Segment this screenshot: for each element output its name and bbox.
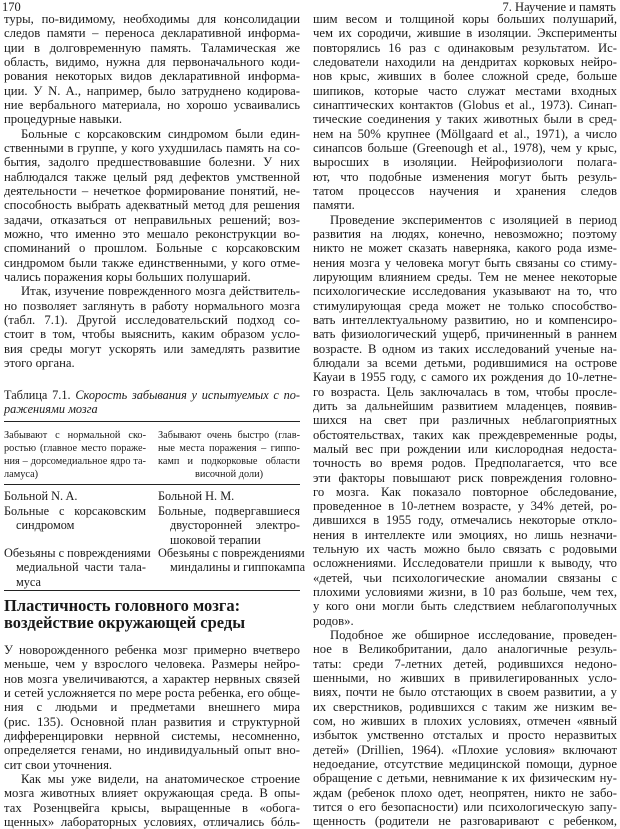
text-line: точность во время родов. Предполагается, что все <box>313 456 617 471</box>
text-line: этого органа. <box>4 355 75 370</box>
text-line: го мозга. Как показало повторное обследование, <box>313 484 617 499</box>
text-line: Больные с корсаковским синдромом были един- <box>21 126 300 141</box>
text-line: плохими условиями жизни, в 10 раз больше, чем тех, <box>313 585 617 600</box>
right-column-text <box>313 12 617 829</box>
text-line: никто не может сказать наверняка, какого рода изме- <box>313 241 617 256</box>
text-line: рования некоторых видов декларативной информа- <box>4 69 300 84</box>
text-line: Кауаи в 1955 году, с самого их рождения до 10-летне- <box>313 370 617 385</box>
table-cell-line: Больные с корсаковским <box>4 504 146 518</box>
table-cell-line: муса <box>16 574 41 589</box>
text-line: ции. У N. A., например, было затруднено кодирова- <box>4 83 300 98</box>
table-cell-line: двусторонней электро- <box>170 518 300 533</box>
table-top-rule <box>4 421 300 422</box>
text-line: область, видимо, нужна для первоначального коди- <box>4 54 300 69</box>
text-line: лирующим влиянием среды. Тем не менее некоторые <box>313 269 617 284</box>
table-header-cell <box>158 429 300 481</box>
text-line: ние вербального материала, но хорошо усваивались <box>4 97 300 112</box>
text-line: го возраста. Цель заключалась в том, чтобы просле- <box>313 384 617 399</box>
text-line: ственными в группе, у кого ухудшилась память на со- <box>4 140 300 155</box>
text-line: дившихся в 1955 году, отмечались некоторые откло- <box>313 513 617 528</box>
text-line: шихся на свет при различных неблагоприятных <box>313 413 617 428</box>
text-line: ют, что подобные изменения могут быть резуль- <box>313 169 617 184</box>
text-line: вия среды могут ускорять или замедлять развитие <box>4 341 300 356</box>
text-line: проведенное в 10-летнем возрасте, у 34% детей, ро- <box>313 499 617 514</box>
text-line: споминаний о прошлом. Больные с корсаковским <box>4 241 300 256</box>
table-cell <box>158 489 300 503</box>
table-title-line: Скорость забывания у испытуемых с по- <box>75 388 301 402</box>
table-header-line: ламуса) <box>4 469 39 480</box>
text-line: способность выбрать адекватный метод для решения <box>4 198 300 213</box>
text-line: сом, но живших в плохих условиях, отмечен «явный <box>313 714 617 729</box>
text-line: избыток умственно отсталых и просто неразвитых <box>313 728 617 743</box>
text-line: У новорожденного ребенка мозг примерно вчетверо <box>4 643 300 657</box>
table-cell-line: Больные, подвергавшиеся <box>158 504 300 518</box>
section-heading-line: Пластичность головного мозга: <box>4 596 241 615</box>
text-line: нем на 50% крупнее (Möllgaard et al., 1971), а число <box>313 126 617 141</box>
text-line: шим весом и толщиной коры больших полушарий, <box>313 12 617 26</box>
text-line: шипиков, которые часто служат местами входных <box>313 83 617 98</box>
table-cell <box>4 489 146 503</box>
text-line: обращение с детьми, невнимание к их физическим ну- <box>313 771 617 786</box>
section-heading <box>4 597 300 631</box>
text-line: малый вес при рождении или кислородная недоста- <box>313 441 617 456</box>
table-header-line: Забывают с нормальной ско- <box>4 430 146 441</box>
text-line: «детей, чьи психологические аномалии связаны с <box>313 570 617 585</box>
text-line: процедурные навыки. <box>4 112 123 127</box>
text-line: щенность (родители не разговаривают с ребенком, <box>313 814 617 829</box>
text-line: следователи находили на дендритах корковых нейро- <box>313 54 617 69</box>
running-title: 7. Научение и память <box>502 0 616 14</box>
table-cell-line: Больной Н. М. <box>158 489 235 503</box>
text-line: виях, почти не было отстающих в своем развитии, а у <box>313 685 617 700</box>
text-line: блюдали за всеми детьми, родившимися на острове <box>313 355 617 370</box>
table-header-line: ния – дорсомедиальное ядро та- <box>4 456 146 467</box>
table-cell <box>4 504 146 533</box>
text-line: осложнениями. Исследователи пришли к выводу, что <box>313 556 617 571</box>
text-line: таты: среди 7-летних детей, родившихся недоно- <box>313 656 617 671</box>
table-header-line: височной доли) <box>194 469 264 480</box>
text-line: деятельности – нечеткое формирование понятий, не- <box>4 183 300 198</box>
text-line: вать интеллектуальному развитию, но и компенсиро- <box>313 312 617 327</box>
table-cell-line: Обезьяны с повреждениями <box>4 546 151 560</box>
section-heading-line: воздействие окружающей среды <box>4 613 246 632</box>
table-header-line: Забывают очень быстро (глав- <box>158 430 300 441</box>
text-line: ции в долговременную память. Таламическая же <box>4 40 300 55</box>
text-line: мозга животных влияет окружающая среда. В опы- <box>4 786 300 801</box>
text-line: эти факторы повышают риск повреждения головно- <box>313 470 617 485</box>
text-line: нения в интеллекте или эмоциях, но лишь незначи- <box>313 527 617 542</box>
table-cell-line: Больной N. A. <box>4 489 78 503</box>
table-label: Таблица 7.1. <box>4 388 71 402</box>
table-cell-line: миндалины и гиппокампа <box>170 560 306 575</box>
text-line: нов крыс, живших в более сложной среде, больше <box>313 69 617 84</box>
text-line: наблюдался также целый ряд дефектов умственной <box>4 169 300 184</box>
text-line: развития на людях, конечно, невозможно; поэтому <box>313 226 617 241</box>
text-line: детей» (Drillien, 1964). «Плохие условия» включают <box>313 742 617 757</box>
left-column-text-bottom <box>4 643 300 829</box>
text-line: психологические исследования указывают на то, что <box>313 284 617 299</box>
text-line: тах Розенцвейга крысы, выращенные в «обога- <box>4 800 300 815</box>
table-cell <box>158 504 300 547</box>
text-line: нения мозга у человека могут быть связаны со стиму- <box>313 255 617 270</box>
table-cell-line: медиальной части тала- <box>16 560 146 575</box>
text-line: чались поражения коры больших полушарий. <box>4 269 251 284</box>
text-line: но позволяет заглянуть в работу нормального мозга <box>4 298 300 313</box>
text-line: сит свои уточнения. <box>4 757 113 772</box>
text-line: тится о его безопасности) или психологическую запу- <box>313 800 617 815</box>
text-line: Подобное же обширное исследование, проведен- <box>330 628 617 643</box>
text-line: задачи, отказаться от неправильных решений; воз- <box>4 212 300 227</box>
table-header-rule <box>4 484 300 485</box>
text-line: родов». <box>313 613 354 628</box>
text-line: ния с людьми и предметами внешнего мира <box>4 700 300 715</box>
text-line: следов памяти – переноса декларативной информа- <box>4 26 300 41</box>
text-line: обстоятельствах, таких как преждевременные роды, <box>313 427 617 442</box>
text-line: чем их сородичи, жившие в изоляции. Эксперименты <box>313 26 617 41</box>
table-cell-line: шоковой терапии <box>170 532 261 547</box>
text-line: возрасте. В одном из таких исследований ученые на- <box>313 341 617 356</box>
text-line: недоедание, отсутствие медицинской помощи, дурное <box>313 757 617 772</box>
table-cell-line: Обезьяны с повреждениями <box>158 546 305 560</box>
text-line: Итак, изучение поврежденного мозга действитель- <box>21 284 300 299</box>
table-header-line: ные места поражения – гиппо- <box>158 443 300 454</box>
text-line: Как мы уже видели, на анатомическое строение <box>21 771 300 786</box>
table-bottom-rule <box>4 590 300 591</box>
left-column-text-top <box>4 12 300 370</box>
text-line: (рис. 135). Основной план развития и структурной <box>4 714 300 729</box>
text-line: памяти. <box>313 198 355 213</box>
text-line: Проведение экспериментов с изоляцией в период <box>330 212 617 227</box>
text-line: нов мозга увеличиваются, а характер нервных связей <box>4 671 300 686</box>
text-line: стоит в том, чтобы выяснить, каким образом усло- <box>4 327 300 342</box>
text-line: (табл. 7.1). Другой исследовательский подход со- <box>4 312 300 327</box>
text-line: их сверстников, родившихся с таким же низким ве- <box>313 699 617 714</box>
text-line: меньше, чем у взрослого человека. Размеры нейро- <box>4 657 300 672</box>
text-line: тические соединения у таких животных были в сред- <box>313 112 617 127</box>
table-title-line: ражениями мозга <box>4 402 98 417</box>
page-number: 170 <box>2 0 21 14</box>
text-line: ждам (ребенок плохо одет, неопрятен, никто не забо- <box>313 785 617 800</box>
text-line: татом процессов научения и хранения следов <box>313 183 617 198</box>
text-line: можно, что именно это мешало реконструкции во- <box>4 226 300 241</box>
table-header-line: камп и подкорковые области <box>158 456 300 467</box>
table-header-cell <box>4 429 146 481</box>
text-line: вать физиологический ущерб, причиненный в раннем <box>313 327 617 342</box>
text-line: у кого они могли быть следствием неблагополучных <box>313 599 617 614</box>
text-line: щенных» лабораторных условиях, отличались бóль- <box>4 814 300 829</box>
table-cell <box>158 546 306 575</box>
text-line: шенными, но живших в привилегированных усло- <box>313 671 617 686</box>
text-line: бытия, задолго предшествовавшие болезни. У них <box>4 155 300 170</box>
text-line: дифференцировки нервной системы, несомненно, <box>4 728 300 743</box>
text-line: стимулирующая среда может не только способство- <box>313 298 617 313</box>
table-caption <box>4 388 300 417</box>
text-line: синаптических контактов (Globus et al., 1973). Синап- <box>313 97 617 112</box>
table-cell-line: синдромом <box>16 518 75 533</box>
text-line: тельную их часть можно было связать с родовыми <box>313 542 617 557</box>
text-line: выросших в изоляции. Нейрофизиологи полага- <box>313 155 617 170</box>
text-line: определяется генами, но индивидуальный опыт вно- <box>4 743 300 758</box>
text-line: синдромом были также единственными, у кого отме- <box>4 255 300 270</box>
text-line: туры, по-видимому, необходимы для консолидации <box>4 12 300 26</box>
table-header-line: ростью (главное место пораже- <box>4 443 146 454</box>
text-line: ное в Великобритании, дало аналогичные резуль- <box>313 642 617 657</box>
text-line: и сетей усложняется по мере роста ребенка, его обще- <box>4 685 300 700</box>
text-line: дить за дальнейшим развитием младенцев, появив- <box>313 398 617 413</box>
text-line: синапсов больше (Greenough et al., 1978), чем у крыс, <box>313 140 617 155</box>
text-line: повторялись 16 раз с одинаковым результатом. Ис- <box>313 40 617 55</box>
table-cell <box>4 546 151 589</box>
